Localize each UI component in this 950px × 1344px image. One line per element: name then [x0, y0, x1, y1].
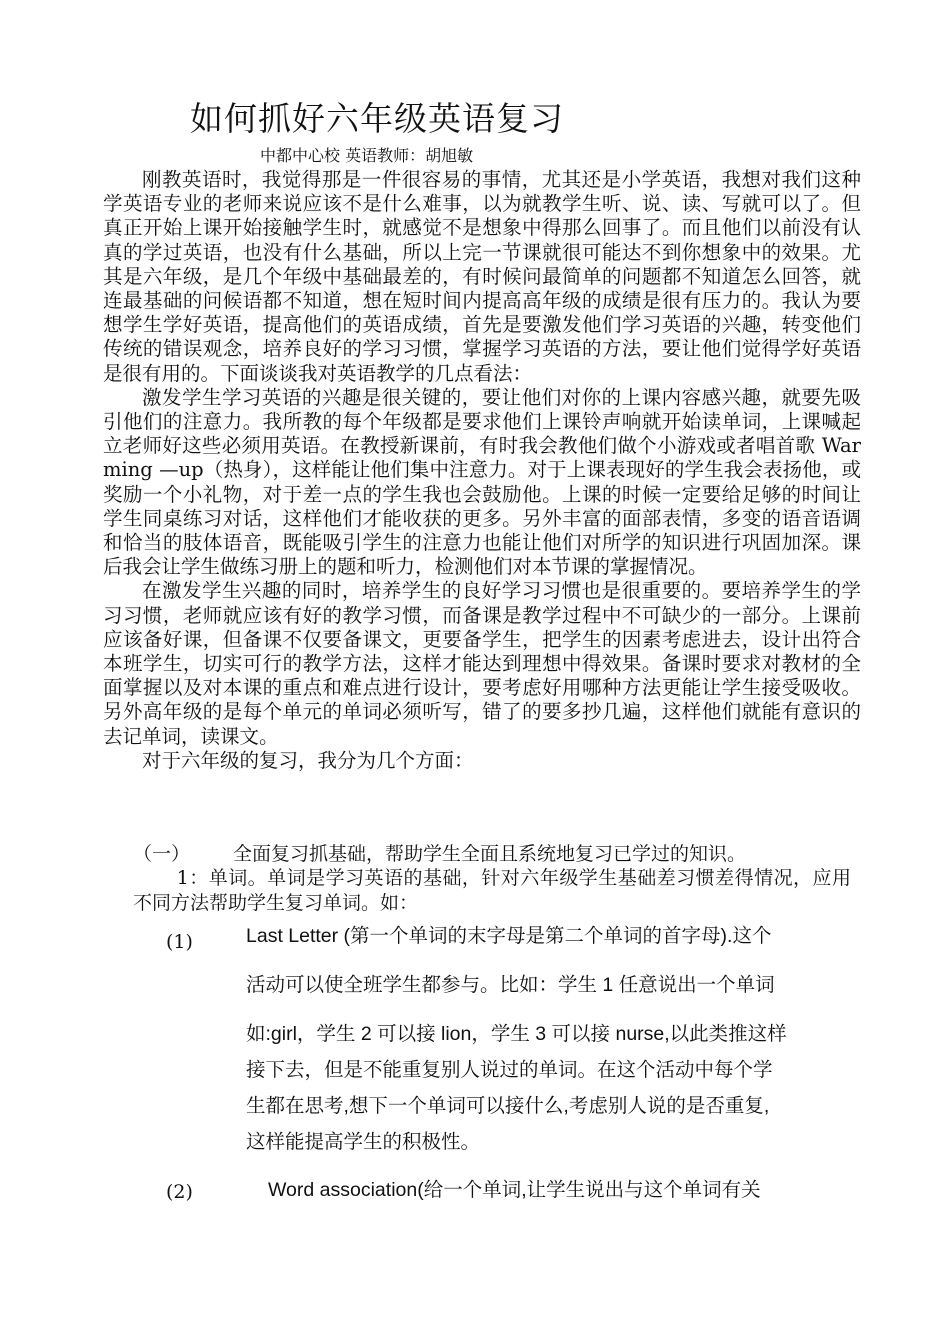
body-text [103, 168, 861, 773]
list-item-1-line-2: 活动可以使全班学生都参与。比如：学生 1 任意说出一个单词 [246, 974, 775, 996]
document-title: 如何抓好六年级英语复习 [190, 99, 564, 138]
list-item-1 [246, 924, 854, 1166]
author-byline: 中都中心校 英语教师：胡旭敏 [260, 146, 474, 165]
paragraph-habits: 在激发学生兴趣的同时，培养学生的良好学习习惯也是很重要的。要培养学生的学习习惯，老师就应该有好的教学习惯，而备课是教学过程中不可缺少的一部分。上课前应该备好课，但备课不仅要备课文，更要备学生，把学生的因素考虑进去，设计出符合本班学生，切实可行的教学方法，这样才能达到理想中得效果。备课时要求对教材的全面掌握以及对本课的重点和难点进行设计，要考虑好用哪种方法更能让学生接受吸收。另外高年级的是每个单元的单词必须听写，错了的要多抄几遍，这样他们就能有意识的去记单词，读课文。 [103, 579, 861, 748]
list-item-1-line-5: 生都在思考,想下一个单词可以接什么,考虑别人说的是否重复, [246, 1095, 770, 1117]
list-number-1: (1) [166, 931, 193, 953]
section-text: 全面复习抓基础，帮助学生全面且系统地复习已学过的知识。 [233, 843, 747, 865]
section-heading-one [133, 842, 746, 866]
point-vocabulary: 1：单词。单词是学习英语的基础，针对六年级学生基础差习惯差得情况，应用不同方法帮助学生复习单词。如： [133, 867, 851, 914]
paragraph-intro: 刚教英语时，我觉得那是一件很容易的事情，尤其还是小学英语，我想对我们这种学英语专业的老师来说应该不是什么难事，以为就教学生听、说、读、写就可以了。但真正开始上课开始接触学生时，就感觉不是想象中得那么回事了。而且他们以前没有认真的学过英语，也没有什么基础，所以上完一节课就很可能达不到你想象中的效果。尤其是六年级，是几个年级中基础最差的，有时候问最简单的问题都不知道怎么回答，就连最基础的问候语都不知道，想在短时间内提高高年级的成绩是很有压力的。我认为要想学生学好英语，提高他们的英语成绩，首先是要激发他们学习英语的兴趣，转变他们传统的错误观念，培养良好的学习习惯，掌握学习英语的方法，要让他们觉得学好英语是很有用的。下面谈谈我对英语教学的几点看法： [103, 168, 861, 385]
section-number: （一） [133, 843, 191, 865]
list-item-1-line-1: Last Letter (第一个单词的末字母是第二个单词的首字母).这个 [246, 925, 772, 947]
paragraph-interest: 激发学生学习英语的兴趣是很关键的，要让他们对你的上课内容感兴趣，就要先吸引他们的注意力。我所教的每个年级都是要求他们上课铃声响就开始读单词，上课喊起立老师好这些必须用英语。在教授新课前，有时我会教他们做个小游戏或者唱首歌 Warming —up（热身），这样能让他们集中注意力。对于上课表现好的学生我会表扬他，或奖励一个小礼物，对于差一点的学生我也会鼓励他。上课的时候一定要给足够的时间让学生同桌练习对话，这样他们才能收获的更多。另外丰富的面部表情，多变的语音语调和恰当的肢体语音，既能吸引学生的注意力也能让他们对所学的知识进行巩固加深。课后我会让学生做练习册上的题和听力，检测他们对本节课的掌握情况。 [103, 385, 861, 579]
list-item-2: Word association(给一个单词,让学生说出与这个单词有关 [268, 1179, 761, 1201]
list-number-2: (2) [166, 1181, 193, 1203]
list-item-1-line-3: 如:girl，学生 2 可以接 lion，学生 3 可以接 nurse,以此类推这样 [246, 1023, 787, 1045]
list-item-1-line-6: 这样能提高学生的积极性。 [246, 1131, 481, 1153]
paragraph-review-intro: 对于六年级的复习，我分为几个方面： [142, 748, 474, 772]
list-item-1-line-4: 接下去，但是不能重复别人说过的单词。在这个活动中每个学 [246, 1059, 773, 1081]
